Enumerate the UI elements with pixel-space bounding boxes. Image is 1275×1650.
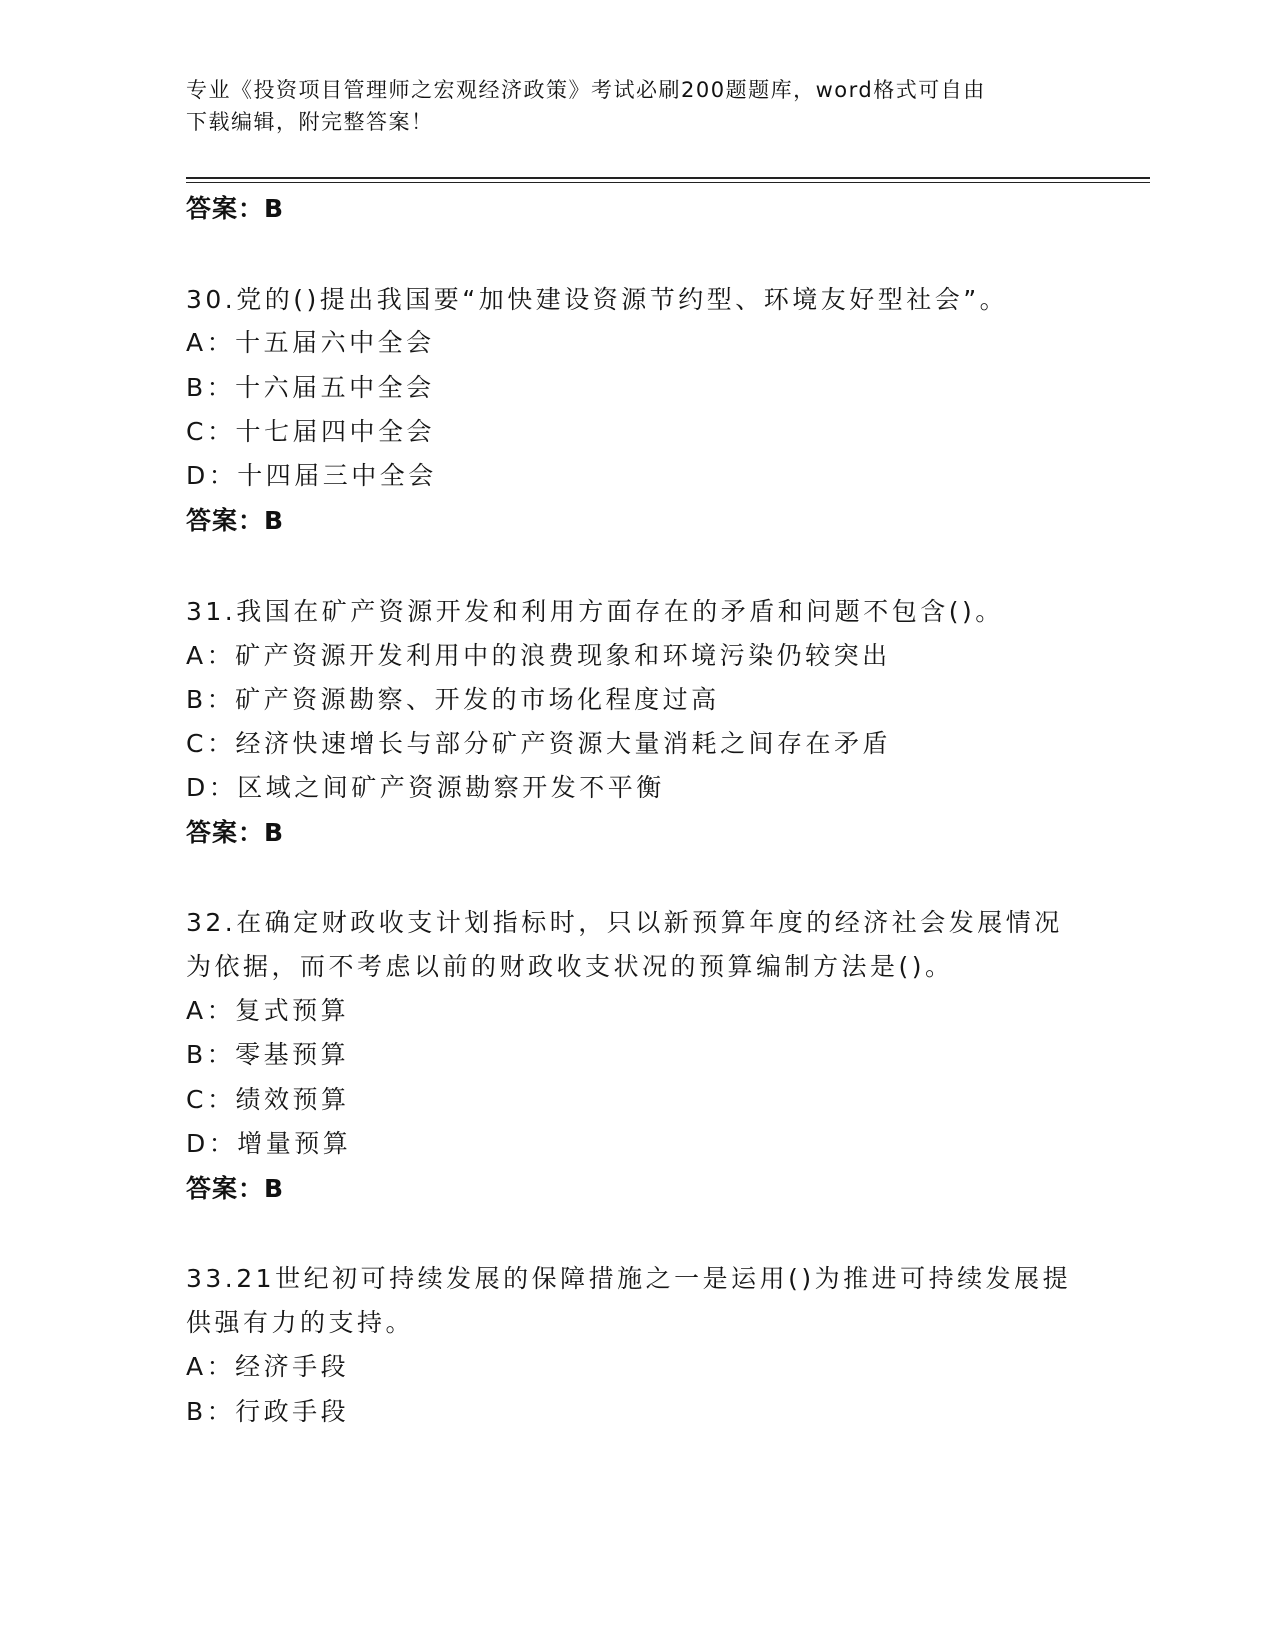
question-30-stem: 30.党的()提出我国要“加快建设资源节约型、环境友好型社会”。	[186, 285, 1009, 314]
question-33-option-b: B：行政手段	[186, 1397, 350, 1426]
question-31-stem: 31.我国在矿产资源开发和利用方面存在的矛盾和问题不包含()。	[186, 597, 1004, 626]
question-32-option-c: C：绩效预算	[186, 1085, 350, 1114]
header-line-2: 下载编辑，附完整答案！	[186, 110, 434, 134]
question-30-option-c: C：十七届四中全会	[186, 417, 435, 446]
question-33-stem-line-1: 33.21世纪初可持续发展的保障措施之一是运用()为推进可持续发展提	[186, 1264, 1072, 1293]
question-33-stem-line-2: 供强有力的支持。	[186, 1308, 415, 1337]
question-31-option-c: C：经济快速增长与部分矿产资源大量消耗之间存在矛盾	[186, 729, 891, 758]
question-30-option-b: B：十六届五中全会	[186, 373, 435, 402]
question-32-option-b: B：零基预算	[186, 1040, 350, 1069]
question-32-stem-line-2: 为依据，而不考虑以前的财政收支状况的预算编制方法是()。	[186, 952, 954, 981]
header-line-1: 专业《投资项目管理师之宏观经济政策》考试必刷200题题库，word格式可自由	[186, 78, 986, 102]
question-30-answer: 答案：B	[186, 506, 285, 535]
question-31-option-d: D：区域之间矿产资源勘察开发不平衡	[186, 773, 665, 802]
question-31-option-b: B：矿产资源勘察、开发的市场化程度过高	[186, 685, 720, 714]
question-32-option-d: D：增量预算	[186, 1129, 352, 1158]
question-32-option-a: A：复式预算	[186, 996, 350, 1025]
question-33-option-a: A：经济手段	[186, 1352, 350, 1381]
question-31-option-a: A：矿产资源开发利用中的浪费现象和环境污染仍较突出	[186, 641, 891, 670]
document-header	[186, 74, 1086, 138]
question-31-answer: 答案：B	[186, 818, 285, 847]
answer-previous: 答案：B	[186, 194, 285, 223]
header-divider-thick	[186, 177, 1150, 179]
question-30-option-d: D：十四届三中全会	[186, 461, 437, 490]
question-32-answer: 答案：B	[186, 1174, 285, 1203]
question-32-stem-line-1: 32.在确定财政收支计划指标时，只以新预算年度的经济社会发展情况	[186, 908, 1063, 937]
question-30-option-a: A：十五届六中全会	[186, 328, 435, 357]
header-divider-thin	[186, 182, 1150, 183]
